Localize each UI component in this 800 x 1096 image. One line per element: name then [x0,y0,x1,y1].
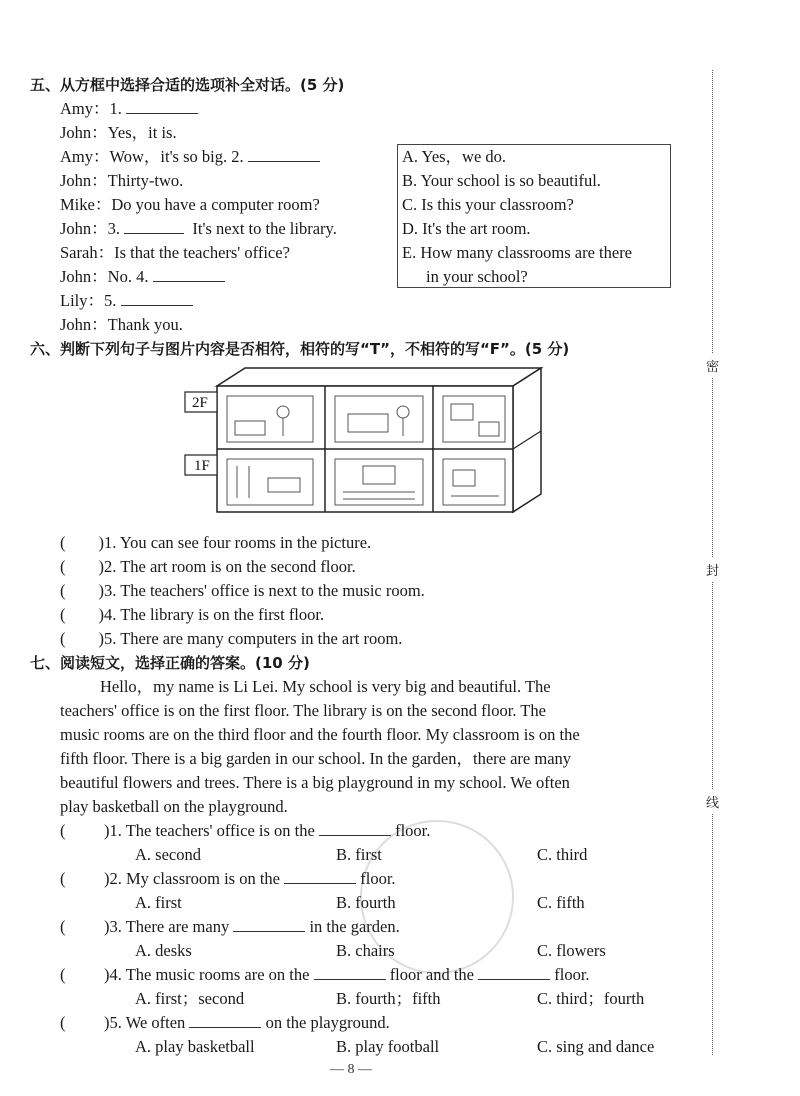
question-2-paren[interactable]: ( [60,869,66,888]
dialogue-line-3: Amy：Wow，it's so big. 2. [60,147,320,167]
margin-char-feng: 封 [706,558,719,581]
question-3-paren[interactable]: ( [60,917,66,936]
question-3-option-a[interactable]: A. desks [135,941,192,960]
answer-blank-5[interactable] [121,291,193,306]
answer-blank-3[interactable] [124,219,184,234]
question-3-option-b[interactable]: B. chairs [336,941,395,960]
dialogue-line-2: John：Yes，it is. [60,123,177,142]
dialogue-line-1: Amy：1. [60,99,198,119]
question-5-paren[interactable]: ( [60,1013,66,1032]
question-2: )2. My classroom is on the floor. [104,869,396,888]
margin-char-xian: 线 [706,790,719,813]
school-building-picture [183,366,553,526]
question-5-option-a[interactable]: A. play basketball [135,1037,255,1056]
answer-blank-2[interactable] [248,147,320,162]
dialogue-line-8: John：No. 4. [60,267,225,287]
option-b: B. Your school is so beautiful. [402,171,601,190]
dialogue-line-9: Lily：5. [60,291,193,311]
dialogue-line-5: Mike：Do you have a computer room? [60,195,320,214]
question-5-option-c[interactable]: C. sing and dance [537,1037,655,1056]
question-5: )5. We often on the playground. [104,1013,390,1032]
tf-item-3[interactable]: ( )3. The teachers' office is next to the music room. [60,581,425,600]
answer-blank-1[interactable] [126,99,198,114]
option-d: D. It's the art room. [402,219,531,238]
question-3-blank[interactable] [233,917,305,932]
question-5-blank[interactable] [189,1013,261,1028]
question-4-option-b[interactable]: B. fourth；fifth [336,989,441,1008]
passage-line-2: teachers' office is on the first floor. The library is on the second floor. The [60,701,546,720]
question-4-blank-2[interactable] [478,965,550,980]
floor-label-2f: 2F [192,395,208,411]
tf-item-5[interactable]: ( )5. There are many computers in the art room. [60,629,403,648]
question-1-option-c[interactable]: C. third [537,845,588,864]
question-1: )1. The teachers' office is on the floor. [104,821,431,840]
question-1-option-a[interactable]: A. second [135,845,201,864]
dialogue-line-7: Sarah：Is that the teachers' office? [60,243,290,262]
question-2-option-a[interactable]: A. first [135,893,182,912]
question-3: )3. There are many in the garden. [104,917,400,936]
answer-blank-4[interactable] [153,267,225,282]
question-4-paren[interactable]: ( [60,965,66,984]
question-1-option-b[interactable]: B. first [336,845,382,864]
option-c: C. Is this your classroom? [402,195,574,214]
question-3-option-c[interactable]: C. flowers [537,941,606,960]
question-4-option-a[interactable]: A. first；second [135,989,245,1008]
options-box [397,144,671,288]
question-1-paren[interactable]: ( [60,821,66,840]
passage-line-1: Hello，my name is Li Lei. My school is very big and beautiful. The [100,677,551,696]
question-4: )4. The music rooms are on the floor and the floor. [104,965,590,984]
question-4-blank-1[interactable] [314,965,386,980]
passage-line-5: beautiful flowers and trees. There is a big playground in my school. We often [60,773,570,792]
passage-line-3: music rooms are on the third floor and the fourth floor. My classroom is on the [60,725,580,744]
option-e: E. How many classrooms are there [402,243,633,262]
question-1-blank[interactable] [319,821,391,836]
tf-item-1[interactable]: ( )1. You can see four rooms in the picture. [60,533,372,552]
dialogue-line-6: John：3. It's next to the library. [60,219,337,238]
dialogue-line-4: John：Thirty-two. [60,171,184,190]
passage-line-6: play basketball on the playground. [60,797,288,816]
option-e-cont: in your school? [426,267,528,286]
question-4-option-c[interactable]: C. third；fourth [537,989,645,1008]
floor-label-1f: 1F [194,458,210,474]
question-2-option-b[interactable]: B. fourth [336,893,396,912]
section5-heading: 五、从方框中选择合适的选项补全对话。(5 分) [30,76,345,94]
passage-line-4: fifth floor. There is a big garden in our school. In the garden，there are many [60,749,572,768]
tf-item-2[interactable]: ( )2. The art room is on the second floor. [60,557,356,576]
dialogue-line-10: John：Thank you. [60,315,183,334]
page-number: — 8 — [330,1062,372,1077]
question-2-blank[interactable] [284,869,356,884]
question-5-option-b[interactable]: B. play football [336,1037,440,1056]
section7-heading: 七、阅读短文，选择正确的答案。(10 分) [30,654,310,672]
section6-heading: 六、判断下列句子与图片内容是否相符，相符的写“T”，不相符的写“F”。(5 分) [30,340,570,358]
question-2-option-c[interactable]: C. fifth [537,893,585,912]
tf-item-4[interactable]: ( )4. The library is on the first floor. [60,605,325,624]
margin-char-mi: 密 [706,354,719,377]
option-a: A. Yes，we do. [402,147,507,166]
